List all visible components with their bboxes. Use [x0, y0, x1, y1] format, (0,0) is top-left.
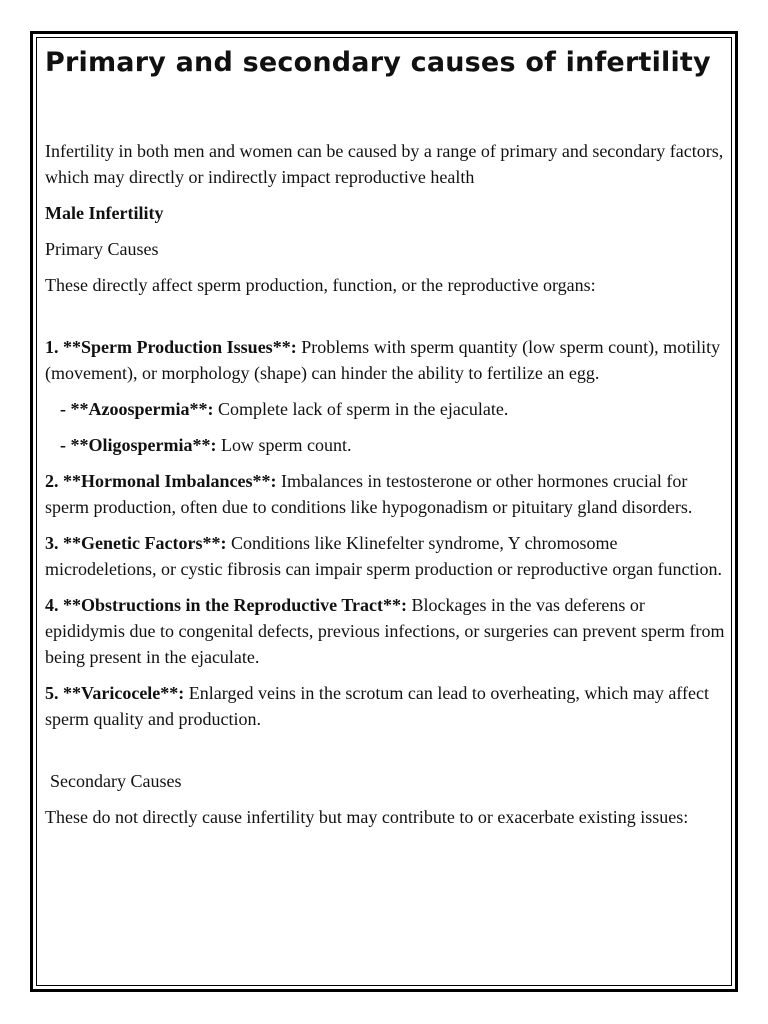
page-title: Primary and secondary causes of infertility: [45, 47, 711, 78]
list-item-label: 3. **Genetic Factors**:: [45, 533, 227, 553]
list-item-text: Problems with sperm quantity (low sperm count), motility (movement), or morphology (shape) can hinder the ability to fertilize an egg.: [45, 337, 721, 383]
secondary-causes-heading: Secondary Causes: [50, 771, 182, 791]
list-item: [45, 592, 725, 670]
sub-list-item-label: - **Azoospermia**:: [60, 399, 214, 419]
list-item-label: 4. **Obstructions in the Reproductive Tract**:: [45, 595, 407, 615]
male-infertility-heading: Male Infertility: [45, 203, 164, 223]
secondary-causes-description: These do not directly cause infertility but may contribute to or exacerbate existing issues:: [45, 807, 689, 827]
list-item-text: Conditions like Klinefelter syndrome, Y chromosome microdeletions, or cystic fibrosis can impair sperm production or reproductive organ function.: [45, 533, 722, 579]
list-item-label: 1. **Sperm Production Issues**:: [45, 337, 297, 357]
list-item: [45, 680, 725, 732]
intro-paragraph: Infertility in both men and women can be caused by a range of primary and secondary factors, which may directly or indirectly impact reproductive health: [45, 141, 724, 187]
list-item: [45, 468, 725, 520]
document-body: [45, 44, 725, 830]
sub-list-item: [45, 432, 725, 458]
sub-list-item-text: Low sperm count.: [216, 435, 352, 455]
list-item-label: 5. **Varicocele**:: [45, 683, 185, 703]
list-item-text: Blockages in the vas deferens or epididymis due to congenital defects, previous infections, or surgeries can prevent sperm from being present in the ejaculate.: [45, 595, 725, 667]
list-item-label: 2. **Hormonal Imbalances**:: [45, 471, 277, 491]
list-item-text: Enlarged veins in the scrotum can lead to overheating, which may affect sperm quality and production.: [45, 683, 709, 729]
list-item-text: Imbalances in testosterone or other hormones crucial for sperm production, often due to conditions like hypogonadism or pituitary gland disorders.: [45, 471, 693, 517]
primary-causes-heading: Primary Causes: [45, 239, 159, 259]
sub-list-item-label: - **Oligospermia**:: [60, 435, 217, 455]
list-item: [45, 530, 725, 582]
list-item: [45, 334, 725, 386]
primary-causes-description: These directly affect sperm production, function, or the reproductive organs:: [45, 275, 596, 295]
sub-list-item: [45, 396, 725, 422]
sub-list-item-text: Complete lack of sperm in the ejaculate.: [213, 399, 509, 419]
